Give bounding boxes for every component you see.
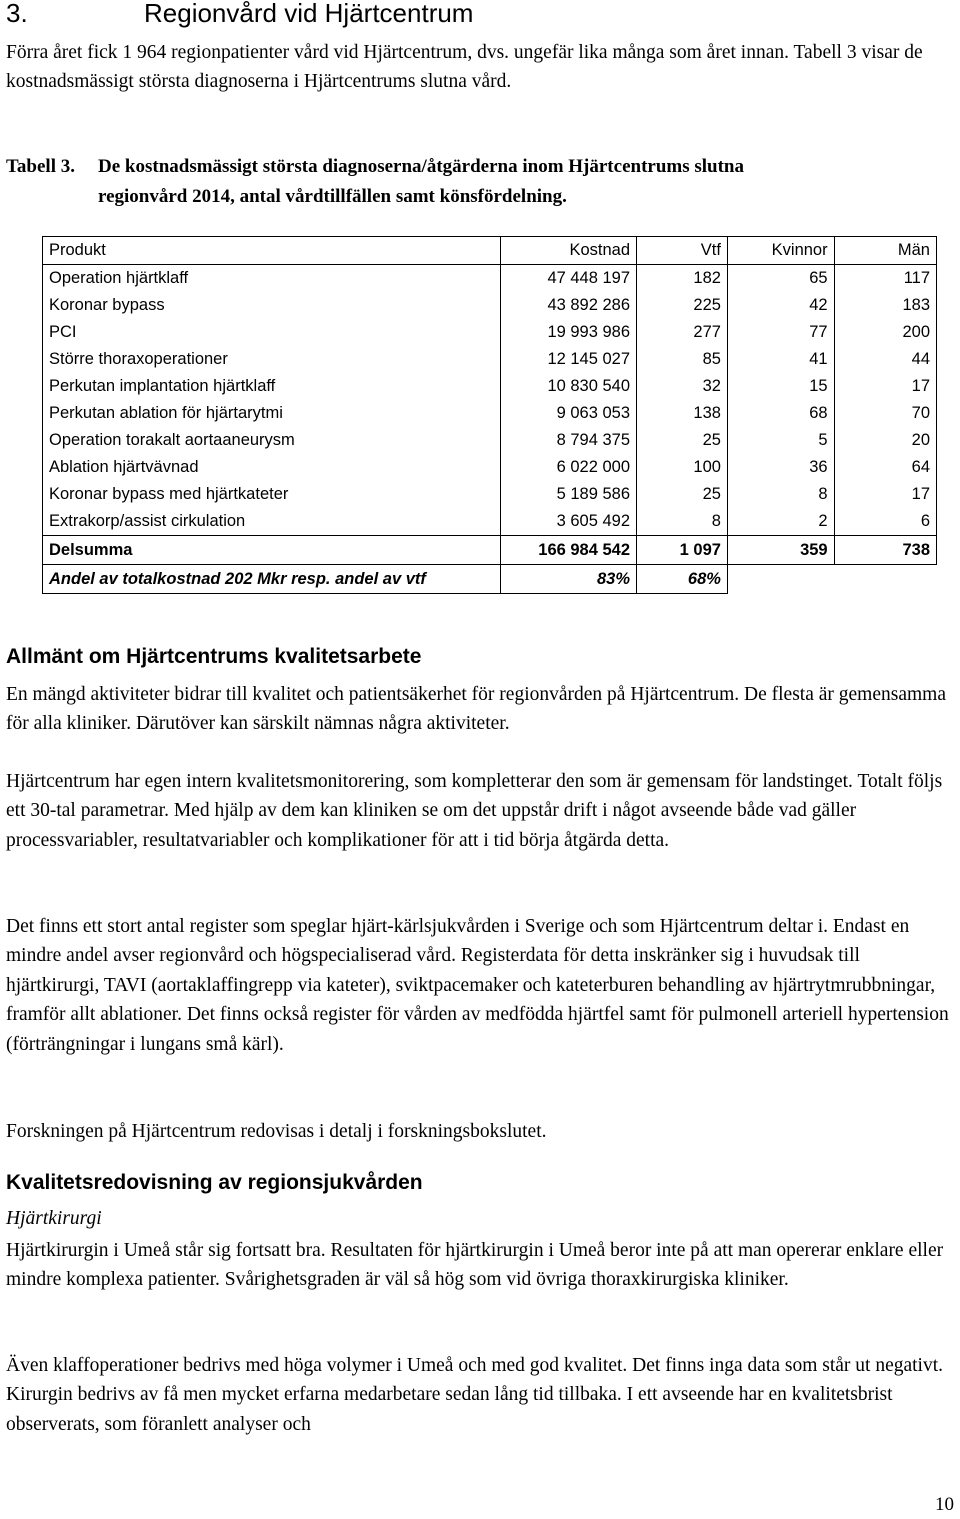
share-empty bbox=[727, 565, 834, 594]
table-caption bbox=[6, 152, 744, 212]
header-produkt: Produkt bbox=[43, 237, 501, 265]
cell-produkt: Större thoraxoperationer bbox=[43, 346, 501, 373]
cell-vtf: 225 bbox=[637, 292, 728, 319]
cell-produkt: Operation hjärtklaff bbox=[43, 265, 501, 293]
cell-kvinnor: 68 bbox=[727, 400, 834, 427]
paragraph: Hjärtcentrum har egen intern kvalitetsmonitorering, som kompletterar den som är gemensam för landstinget. Totalt följs ett 30-tal parametrar. Med hjälp av dem kan kliniken se om det uppstår drift i något avseende både vad gäller processvariabler, resultatvariabler och komplikationer för att i tid börja åtgärda detta. bbox=[6, 771, 943, 851]
share-vtf: 68% bbox=[637, 565, 728, 594]
cell-man: 6 bbox=[834, 508, 936, 536]
table-row bbox=[43, 427, 937, 454]
paragraph: Hjärtkirurgin i Umeå står sig fortsatt bra. Resultaten för hjärtkirurgin i Umeå beror inte på att man opererar enklare eller mindre komplexa patienter. Svårighetsgraden är väl så hög som vid övriga thoraxkirurgiska kliniker. bbox=[6, 1240, 944, 1291]
cell-vtf: 100 bbox=[637, 454, 728, 481]
cost-table bbox=[42, 236, 937, 594]
cell-kostnad: 5 189 586 bbox=[500, 481, 636, 508]
header-kostnad: Kostnad bbox=[500, 237, 636, 265]
sum-kvinnor: 359 bbox=[727, 536, 834, 565]
table-row bbox=[43, 265, 937, 293]
sum-kostnad: 166 984 542 bbox=[500, 536, 636, 565]
table-row bbox=[43, 481, 937, 508]
cell-kvinnor: 8 bbox=[727, 481, 834, 508]
paragraph: En mängd aktiviteter bidrar till kvalitet och patientsäkerhet för regionvården på Hjärtcentrum. De flesta är gemensamma för alla kliniker. Därutöver kan särskilt nämnas några aktiviteter. bbox=[6, 684, 946, 735]
section-heading-quality: Allmänt om Hjärtcentrums kvalitetsarbete bbox=[6, 645, 422, 668]
intro-paragraph: Förra året fick 1 964 regionpatienter vård vid Hjärtcentrum, dvs. ungefär lika många som året innan. Tabell 3 visar de kostnadsmässigt största diagnoserna i Hjärtcentrums slutna vård. bbox=[6, 42, 923, 93]
cell-kostnad: 47 448 197 bbox=[500, 265, 636, 293]
chapter-heading bbox=[6, 0, 473, 29]
share-label: Andel av totalkostnad 202 Mkr resp. andel av vtf bbox=[43, 565, 501, 594]
sum-vtf: 1 097 bbox=[637, 536, 728, 565]
cell-vtf: 25 bbox=[637, 427, 728, 454]
cell-kostnad: 43 892 286 bbox=[500, 292, 636, 319]
cell-vtf: 277 bbox=[637, 319, 728, 346]
cell-vtf: 138 bbox=[637, 400, 728, 427]
cell-produkt: Koronar bypass bbox=[43, 292, 501, 319]
cell-man: 20 bbox=[834, 427, 936, 454]
cell-kvinnor: 15 bbox=[727, 373, 834, 400]
cell-man: 64 bbox=[834, 454, 936, 481]
cell-produkt: Extrakorp/assist cirkulation bbox=[43, 508, 501, 536]
header-man: Män bbox=[834, 237, 936, 265]
table-caption-line1: De kostnadsmässigt största diagnoserna/åtgärderna inom Hjärtcentrums slutna bbox=[98, 156, 744, 177]
page-number: 10 bbox=[935, 1494, 954, 1515]
header-kvinnor: Kvinnor bbox=[727, 237, 834, 265]
cell-kvinnor: 41 bbox=[727, 346, 834, 373]
table-row bbox=[43, 400, 937, 427]
cell-kvinnor: 65 bbox=[727, 265, 834, 293]
cell-produkt: Koronar bypass med hjärtkateter bbox=[43, 481, 501, 508]
cell-man: 44 bbox=[834, 346, 936, 373]
cell-man: 183 bbox=[834, 292, 936, 319]
chapter-title: Regionvård vid Hjärtcentrum bbox=[144, 0, 474, 28]
table-row bbox=[43, 292, 937, 319]
cell-produkt: PCI bbox=[43, 319, 501, 346]
cell-man: 200 bbox=[834, 319, 936, 346]
cell-kostnad: 19 993 986 bbox=[500, 319, 636, 346]
paragraph: Forskningen på Hjärtcentrum redovisas i detalj i forskningsbokslutet. bbox=[6, 1121, 547, 1142]
cell-produkt: Perkutan ablation för hjärtarytmi bbox=[43, 400, 501, 427]
paragraph: Även klaffoperationer bedrivs med höga volymer i Umeå och med god kvalitet. Det finns inga data som står ut negativt. Kirurgin bedrivs av få men mycket erfarna medarbetare sedan lång tid tillbaka. I ett avseende har en kvalitetsbrist observerats, som föranlett analyser och bbox=[6, 1355, 944, 1435]
cell-kostnad: 3 605 492 bbox=[500, 508, 636, 536]
table-header-row bbox=[43, 237, 937, 265]
cell-kvinnor: 42 bbox=[727, 292, 834, 319]
cell-kvinnor: 5 bbox=[727, 427, 834, 454]
cell-kvinnor: 2 bbox=[727, 508, 834, 536]
sum-man: 738 bbox=[834, 536, 936, 565]
cell-kostnad: 8 794 375 bbox=[500, 427, 636, 454]
cell-vtf: 85 bbox=[637, 346, 728, 373]
table-caption-label: Tabell 3. bbox=[6, 156, 75, 177]
cell-produkt: Operation torakalt aortaaneurysm bbox=[43, 427, 501, 454]
paragraph: Det finns ett stort antal register som speglar hjärt-kärlsjukvården i Sverige och som Hjärtcentrum deltar i. Endast en mindre andel avser regionvård och högspecialiserad vård. Registerdata för detta inskränker sig i huvudsak till hjärtkirurgi, TAVI (aortaklaffingrepp via kateter), sviktpacemaker och kateterburen behandling av hjärtrytmrubbningar, framför allt ablationer. Det finns också register för vården av medfödda hjärtfel samt för pulmonell arteriell hypertension (förträngningar i lungans små kärl). bbox=[6, 916, 949, 1055]
cell-produkt: Ablation hjärtvävnad bbox=[43, 454, 501, 481]
table-row bbox=[43, 454, 937, 481]
table-row bbox=[43, 508, 937, 536]
cell-man: 70 bbox=[834, 400, 936, 427]
cell-kostnad: 12 145 027 bbox=[500, 346, 636, 373]
cell-man: 117 bbox=[834, 265, 936, 293]
cell-kostnad: 10 830 540 bbox=[500, 373, 636, 400]
table-caption-line2: regionvård 2014, antal vårdtillfällen samt könsfördelning. bbox=[98, 186, 567, 207]
cell-kostnad: 9 063 053 bbox=[500, 400, 636, 427]
table-row bbox=[43, 373, 937, 400]
share-kostnad: 83% bbox=[500, 565, 636, 594]
cell-vtf: 8 bbox=[637, 508, 728, 536]
cell-man: 17 bbox=[834, 373, 936, 400]
table-share-row bbox=[43, 565, 937, 594]
chapter-number: 3. bbox=[6, 0, 28, 28]
table-row bbox=[43, 319, 937, 346]
cell-vtf: 25 bbox=[637, 481, 728, 508]
cell-kvinnor: 77 bbox=[727, 319, 834, 346]
cell-man: 17 bbox=[834, 481, 936, 508]
section-heading-regional: Kvalitetsredovisning av regionsjukvården bbox=[6, 1171, 423, 1194]
cell-vtf: 182 bbox=[637, 265, 728, 293]
share-empty bbox=[834, 565, 936, 594]
cell-vtf: 32 bbox=[637, 373, 728, 400]
subsection-title: Hjärtkirurgi bbox=[6, 1208, 102, 1229]
cell-kostnad: 6 022 000 bbox=[500, 454, 636, 481]
header-vtf: Vtf bbox=[637, 237, 728, 265]
table-sum-row bbox=[43, 536, 937, 565]
sum-label: Delsumma bbox=[43, 536, 501, 565]
cell-produkt: Perkutan implantation hjärtklaff bbox=[43, 373, 501, 400]
cell-kvinnor: 36 bbox=[727, 454, 834, 481]
table-row bbox=[43, 346, 937, 373]
